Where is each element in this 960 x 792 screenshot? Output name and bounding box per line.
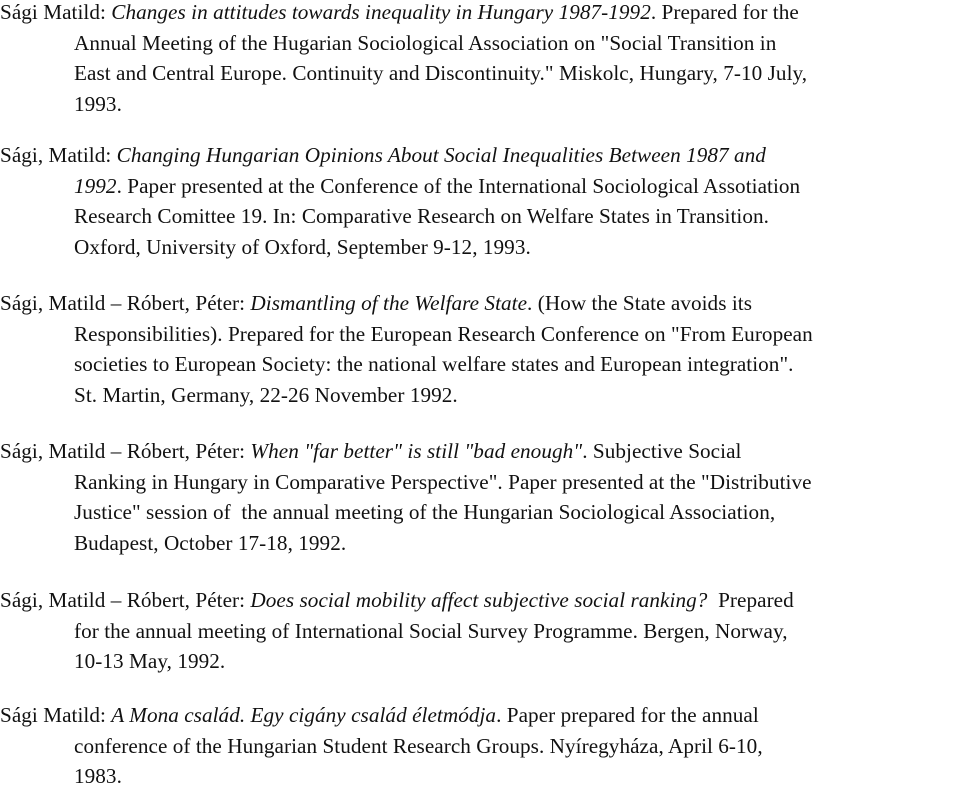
- reference-line: Ranking in Hungary in Comparative Perspective". Paper presented at the "Distributive: [74, 469, 812, 494]
- reference-author: Sági Matild:: [0, 703, 112, 727]
- reference-text: . Prepared for the: [650, 0, 799, 24]
- reference-item: [0, 140, 960, 262]
- reference-author: Sági Matild:: [0, 0, 112, 24]
- reference-text: Prepared: [707, 588, 794, 612]
- reference-line: [0, 436, 960, 467]
- reference-text: . Paper presented at the Conference of the International Sociological Assotiation: [116, 173, 801, 198]
- reference-line: East and Central Europe. Continuity and Discontinuity." Miskolc, Hungary, 7-10 July,: [74, 61, 808, 85]
- reference-item: [0, 288, 960, 410]
- reference-line: [0, 288, 960, 319]
- reference-author: Sági, Matild – Róbert, Péter:: [0, 439, 251, 463]
- reference-author: Sági, Matild:: [0, 143, 117, 167]
- reference-line: 1983.: [74, 764, 122, 788]
- reference-title: A Mona család. Egy cigány család életmódja: [111, 703, 497, 727]
- reference-item: [0, 0, 960, 119]
- reference-line: Research Comittee 19. In: Comparative Research on Welfare States in Transition.: [74, 204, 769, 228]
- reference-title: Changing Hungarian Opinions About Social Inequalities Between 1987 and: [116, 143, 766, 167]
- reference-line: Oxford, University of Oxford, September 9-12, 1993.: [74, 234, 531, 259]
- reference-line: conference of the Hungarian Student Research Groups. Nyíregyháza, April 6-10,: [74, 733, 763, 758]
- reference-line: Annual Meeting of the Hugarian Sociological Association on "Social Transition in: [74, 30, 777, 55]
- reference-title: 1992: [74, 173, 117, 198]
- reference-text: . Subjective Social: [582, 439, 742, 463]
- reference-item: [0, 436, 960, 558]
- reference-title: Changes in attitudes towards inequality in Hungary 1987-1992: [111, 0, 651, 24]
- reference-text: . Paper prepared for the annual: [496, 703, 759, 727]
- reference-line: Budapest, October 17-18, 1992.: [74, 530, 347, 555]
- reference-line: [0, 700, 960, 731]
- reference-line: [0, 140, 960, 171]
- reference-line: St. Martin, Germany, 22-26 November 1992.: [74, 382, 458, 407]
- reference-line: [0, 0, 960, 28]
- reference-title: When "far better" is still "bad enough": [250, 439, 583, 463]
- reference-line: [0, 585, 960, 616]
- reference-line: societies to European Society: the national welfare states and European integration".: [74, 352, 794, 376]
- reference-title: Dismantling of the Welfare State: [250, 291, 528, 315]
- reference-line: 10-13 May, 1992.: [74, 649, 226, 673]
- reference-line: [0, 171, 960, 202]
- reference-author: Sági, Matild – Róbert, Péter:: [0, 588, 251, 612]
- reference-title: Does social mobility affect subjective social ranking?: [250, 588, 708, 612]
- reference-item: [0, 585, 960, 677]
- reference-line: Responsibilities). Prepared for the European Research Conference on "From European: [74, 321, 813, 346]
- reference-line: for the annual meeting of International Social Survey Programme. Bergen, Norway,: [74, 618, 788, 643]
- reference-author: Sági, Matild – Róbert, Péter:: [0, 291, 251, 315]
- reference-item: [0, 700, 960, 792]
- reference-line: Justice" session of the annual meeting of the Hungarian Sociological Association,: [74, 500, 776, 524]
- reference-text: . (How the State avoids its: [527, 291, 753, 315]
- reference-line: 1993.: [74, 91, 122, 116]
